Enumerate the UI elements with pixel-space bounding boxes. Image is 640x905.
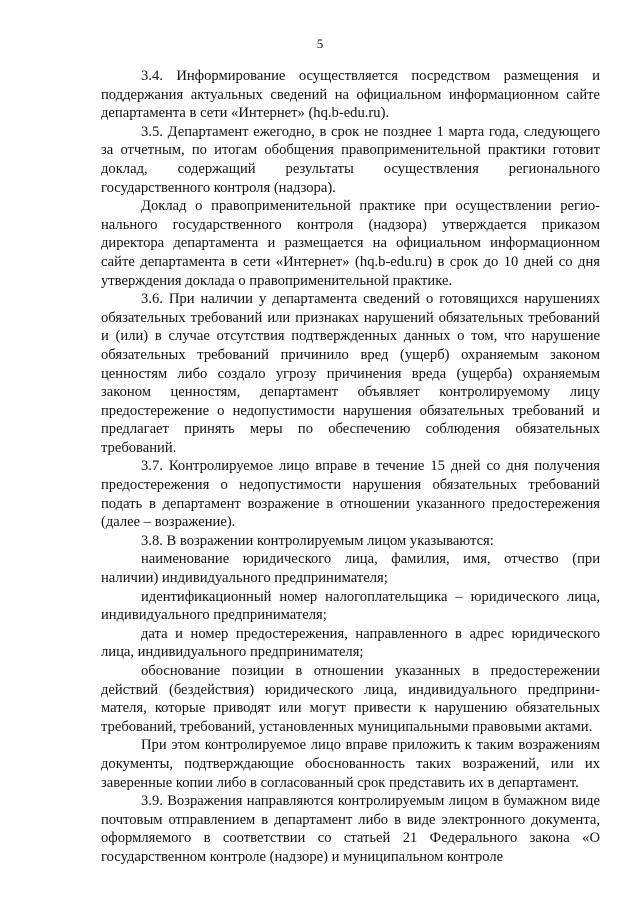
paragraph-3-5: 3.5. Департамент ежегодно, в срок не позднее 1 марта года, следующего за отчетным, по итогам обобщения правоприменительной практики готовит доклад, содержащий результаты осуществления регионального государственного контроля (надзора).	[101, 123, 600, 196]
paragraph-attachments: При этом контролируемое лицо вправе приложить к таким возражениям документы, подтверждающие обоснованность таких возражений, или их заверенные копии либо в согласованный срок представить их в департамент.	[101, 737, 600, 791]
paragraph-3-4: 3.4. Информирование осуществляется посредством размещения и поддержания актуальных сведений на официальном информационном сайте департамента в сети «Интернет» (hq.b-edu.ru).	[101, 68, 600, 122]
paragraph-item-justification: обоснование позиции в отношении указанных в предостережении действий (бездействия) юридического лица, индивидуального предпринимателя, которые приводят или могут привести к нарушению обязательных требований, требований, установленных муниципальными правовыми актами.	[101, 663, 600, 735]
paragraph-3-9: 3.9. Возражения направляются контролируемым лицом в бумажном виде почтовым отправлением в департамент либо в виде электронного документа, оформляемого в соответствии со статьей 21 Федерального закона «О государственном контроле (надзоре) и муниципальном контроле	[101, 793, 600, 865]
paragraph-item-name: наименование юридического лица, фамилия, имя, отчество (при наличии) индивидуального предпринимателя;	[101, 551, 600, 587]
paragraph-3-7: 3.7. Контролируемое лицо вправе в течение 15 дней со дня получения предостережения о недопустимости нарушения обязательных требований подать в департамент возражение в отношении указанного предостережения (далее – возражение).	[101, 458, 600, 531]
document-body	[101, 67, 600, 867]
paragraph-report: Доклад о правоприменительной практике при осуществлении регионального государственного контроля (надзора) утверждается приказом директора департамента и размещается на официальном информационном сайте департамента в сети «Интернет» (hq.b-edu.ru) в срок до 10 дней со дня утверждения доклада о правоприменительной практике.	[101, 198, 600, 289]
paragraph-3-8: 3.8. В возражении контролируемым лицом указываются:	[141, 532, 494, 549]
paragraph-3-6: 3.6. При наличии у департамента сведений о готовящихся нарушениях обязательных требований или признаках нарушений обязательных требований и (или) в случае отсутствия подтвержденных данных о том, что нарушение обязательных требований причинило вред (ущерб) охраняемым законом ценностям либо создало угрозу причинения вреда (ущерба) охраняемым законом ценностям, департамент объявляет контролируемому лицу предостережение о недопустимости нарушения обязательных требований и предлагает принять меры по обеспечению соблюдения обязательных требований.	[101, 291, 600, 456]
paragraph-item-date: дата и номер предостережения, направленного в адрес юридического лица, индивидуального предпринимателя;	[101, 625, 600, 661]
paragraph-item-inn: идентификационный номер налогоплательщика – юридического лица, индивидуального предпринимателя;	[101, 588, 600, 624]
page-number: 5	[316, 36, 324, 51]
